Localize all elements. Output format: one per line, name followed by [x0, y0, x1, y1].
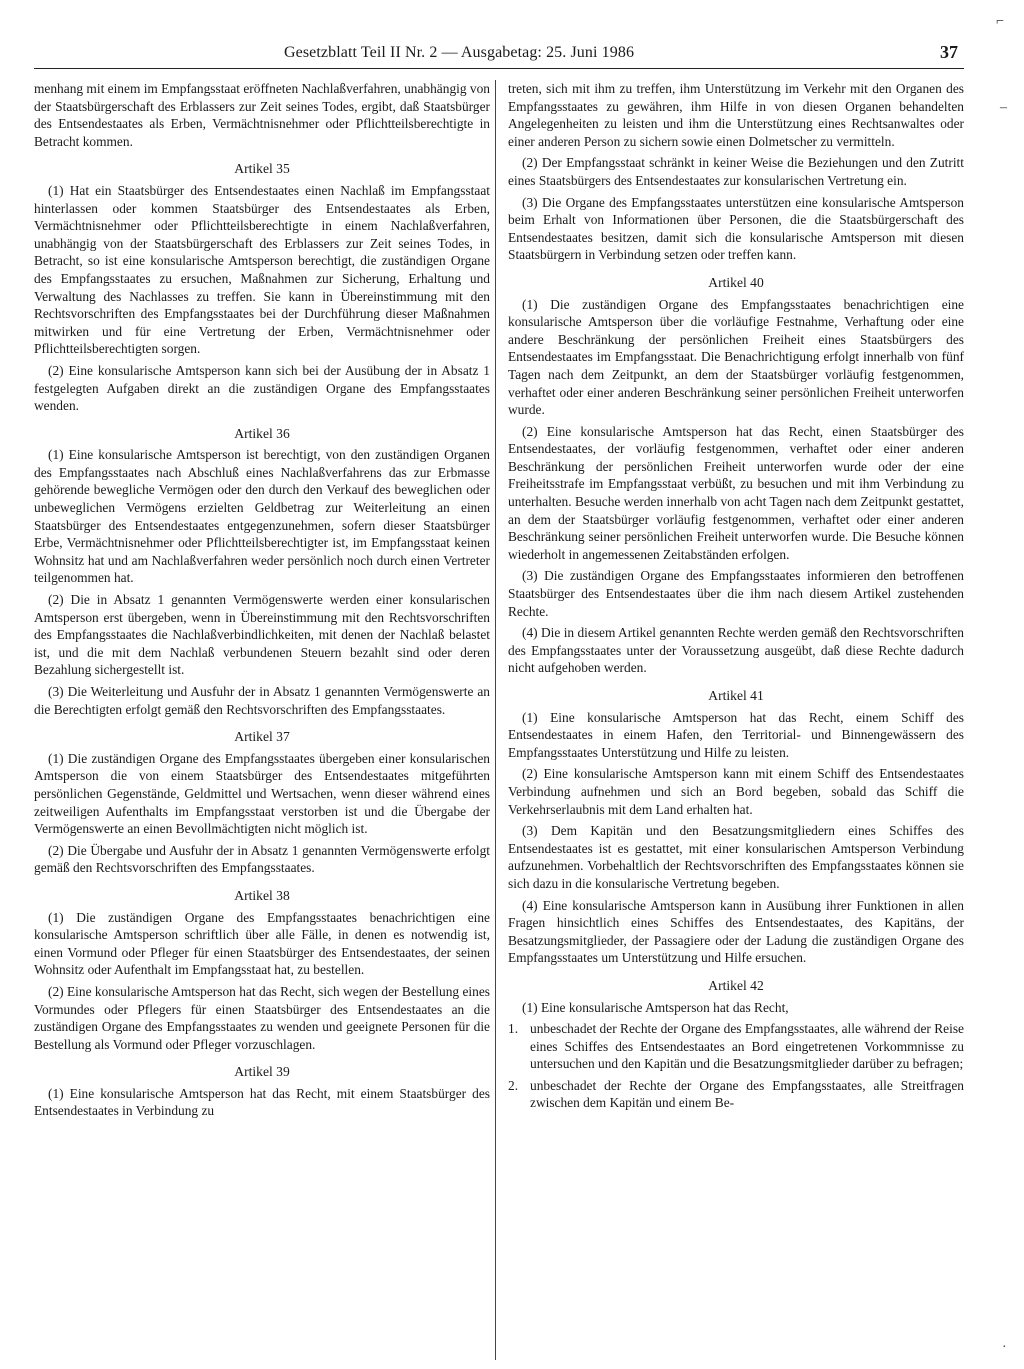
article-39-paragraph-3: (3) Die Organe des Empfangsstaates unterstützen eine konsularische Amtsperson beim Erhalt von Informationen über Personen, die die Staatsbürgerschaft des Entsendestaates besitzen, damit sich die konsularische Amtsperson mit diesen Staatsbürgern in Verbindung setzen oder treffen kann.	[508, 194, 964, 263]
article-36-paragraph-1: (1) Eine konsularische Amtsperson ist berechtigt, von den zuständigen Organen des Empfangsstaates nach Abschluß eines Nachlaßverfahrens das zur Erbmasse gehörende bewegliche Vermögen oder den durch den Verkauf des beweglichen oder unbeweglichen Vermögens erzielten Geldbetrag zur Weiterleitung an einen Staatsbürger des Entsendestaates entgegenzunehmen, sofern dieser Staatsbürger Erbe, Vermächtnisnehmer oder Pflichtteilsberechtigter ist, im Empfangsstaat keinen Wohnsitz hat und am Nachlaßverfahren weder persönlich noch durch einen Vertreter teilgenommen hat.	[34, 447, 490, 586]
margin-scan-mark: ⌐	[996, 14, 1004, 29]
article-35-paragraph-1: (1) Hat ein Staatsbürger des Entsendestaates einen Nachlaß im Empfangsstaat hinterlassen oder kommen Staatsbürger des Entsendestaates als Erben, Vermächtnisnehmer oder Pflichtteilsberechtigte in einem Nachlaßverfahren, unabhängig von der Staatsbürgerschaft des Erblassers zur Zeit seines Todes, in Betracht, so ist eine konsularische Amtsperson berechtigt, die zuständigen Organe des Empfangsstaates zu ersuchen, Maßnahmen zur Sicherung, Erhaltung und Verwaltung des Nachlasses zu treffen. Sie kann in Übereinstimmung mit den Rechtsvorschriften des Empfangsstaates bei der Durchführung dieser Maßnahmen mitwirken und für eine Vertretung der Erben, Vermächtnisnehmer oder Pflichtteilsberechtigten sorgen.	[34, 182, 490, 357]
article-41-paragraph-3: (3) Dem Kapitän und den Besatzungsmitgliedern eines Schiffes des Entsendestaates ist es gestattet, mit einer konsularischen Amtsperson Verbindung aufzunehmen. Vorbehaltlich der Rechtsvorschriften des Empfangsstaates können sie sich dazu in die konsularische Vertretung begeben.	[508, 823, 964, 891]
left-column	[34, 80, 490, 1124]
article-35-heading: Artikel 35	[234, 161, 290, 177]
article-37-paragraph-1: (1) Die zuständigen Organe des Empfangsstaates übergeben einer konsularischen Amtsperson die von einem Staatsbürger des Entsendestaates mitgeführten persönlichen Gegenstände, Geldmittel und Wertsachen, wenn dieser während eines zeitweiligen Aufenthalts im Empfangsstaat verstorben ist und die Übergabe der Vermögenswerte an einen Bevollmächtigten nicht möglich ist.	[34, 750, 490, 837]
margin-scan-mark: ·	[1002, 1340, 1007, 1355]
article-42-paragraph-1: (1) Eine konsularische Amtsperson hat das Recht,	[522, 999, 789, 1015]
article-36-heading: Artikel 36	[234, 425, 290, 441]
article-38-heading: Artikel 38	[234, 887, 290, 903]
article-41-paragraph-4: (4) Eine konsularische Amtsperson kann in Ausübung ihrer Funktionen in allen Fragen hinsichtlich eines Schiffes des Entsendestaates, des Kapitäns, der Besatzungsmitglieder, der Passagiere oder der Ladung die zuständigen Organe des Empfangsstaates um Unterstützung und Hilfe ersuchen.	[508, 897, 964, 966]
article-37-paragraph-2: (2) Die Übergabe und Ausfuhr der in Absatz 1 genannten Vermögenswerte erfolgt gemäß den Rechtsvorschriften des Empfangsstaates.	[34, 842, 490, 876]
article-38-paragraph-1: (1) Die zuständigen Organe des Empfangsstaates benachrichtigen eine konsularische Amtsperson schriftlich über alle Fälle, in denen es notwendig ist, einen Vormund oder Pfleger für einen Staatsbürger des Entsendestaates, der seinen Wohnsitz oder Aufenthalt im Empfangsstaat hat, zu bestellen.	[34, 909, 490, 978]
article-40-paragraph-2: (2) Eine konsularische Amtsperson hat das Recht, einen Staatsbürger des Entsendestaates, der vorläufig festgenommen, verhaftet oder einer anderen Beschränkung der persönlichen Freiheit unterworfen wurde oder der eine Freiheitsstrafe im Empfangsstaat verbüßt, zu besuchen und mit ihm Verbindung zu unterhalten. Besuche werden innerhalb von acht Tagen nach dem Zeitpunkt gestattet, an dem der Staatsbürger vorläufig festgenommen, verhaftet oder einer anderen Beschränkung seiner persönlichen Freiheit unterworfen wurde. Die Besuche können wiederholt in angemessenen Zeitabständen erfolgen.	[508, 423, 964, 562]
list-item-number: 1.	[508, 1021, 519, 1037]
list-item	[508, 1077, 964, 1112]
intro-paragraph: menhang mit einem im Empfangsstaat eröffneten Nachlaßverfahren, unabhängig von der Staatsbürgerschaft des Erblassers zur Zeit seines Todes, ergibt, daß Staatsbürger des Entsendestaates als Erben, Vermächtnisnehmer oder Pflichtteilsberechtigte in Betracht kommen.	[34, 81, 490, 149]
article-39-paragraph-2: (2) Der Empfangsstaat schränkt in keiner Weise die Beziehungen und den Zutritt eines Staatsbürgers des Entsendestaates zur konsularischen Vertretung ein.	[508, 155, 964, 188]
article-39-heading: Artikel 39	[234, 1064, 290, 1080]
list-item-number: 2.	[508, 1077, 519, 1093]
article-37-heading: Artikel 37	[234, 729, 290, 745]
article-36-paragraph-3: (3) Die Weiterleitung und Ausfuhr der in Absatz 1 genannten Vermögenswerte an die Berechtigten erfolgt gemäß den Rechtsvorschriften des Empfangsstaates.	[34, 684, 490, 717]
article-41-paragraph-1: (1) Eine konsularische Amtsperson hat das Recht, einem Schiff des Entsendestaates in einem Hafen, den Territorial- und Binnengewässern des Empfangsstaates Unterstützung und Hilfe zu leisten.	[508, 709, 964, 760]
article-40-paragraph-4: (4) Die in diesem Artikel genannten Rechte werden gemäß den Rechtsvorschriften des Empfangsstaates unter der Voraussetzung ausgeübt, daß diese Rechte dadurch nicht aufgehoben werden.	[508, 625, 964, 676]
article-39-paragraph-1: (1) Eine konsularische Amtsperson hat das Recht, mit einem Staatsbürger des Entsendestaates in Verbindung zu	[34, 1085, 490, 1119]
article-40-heading: Artikel 40	[708, 274, 764, 290]
header-title: Gesetzblatt Teil II Nr. 2 — Ausgabetag: 25. Juni 1986	[284, 44, 635, 61]
article-42-item-list	[508, 1020, 964, 1112]
list-item-text: unbeschadet der Rechte der Organe des Empfangsstaates, alle während der Reise eines Schiffes des Entsendestaates an Bord eingetretenen Vorkommnisse zu untersuchen und den Kapitän und die Besatzungsmitglieder darüber zu befragen;	[530, 1021, 964, 1072]
article-42-heading: Artikel 42	[708, 977, 764, 993]
column-divider	[495, 80, 496, 1360]
article-35-paragraph-2: (2) Eine konsularische Amtsperson kann sich bei der Ausübung der in Absatz 1 festgelegten Aufgaben direkt an die zuständigen Organe des Empfangsstaates wenden.	[34, 362, 490, 414]
article-40-paragraph-3: (3) Die zuständigen Organe des Empfangsstaates informieren den betroffenen Staatsbürger des Entsendestaates über die ihm nach diesem Artikel zustehenden Rechte.	[508, 568, 964, 619]
page-number: 37	[940, 42, 958, 62]
list-item-text: unbeschadet der Rechte der Organe des Empfangsstaates, alle Streitfragen zwischen dem Kapitän und einem Be-	[530, 1077, 964, 1111]
article-41-heading: Artikel 41	[708, 688, 764, 703]
right-column	[508, 80, 964, 1116]
article-36-paragraph-2: (2) Die in Absatz 1 genannten Vermögenswerte werden einer konsularischen Amtsperson erst übergeben, wenn in Übereinstimmung mit den Rechtsvorschriften des Empfangsstaates die Nachlaßverbindlichkeiten, mit denen der Nachlaß belastet ist, und die mit dem Nachlaß verbundenen Steuern bezahlt sind oder deren Bezahlung sichergestellt ist.	[34, 592, 490, 678]
page-header	[34, 40, 964, 69]
list-item	[508, 1020, 964, 1073]
article-38-paragraph-2: (2) Eine konsularische Amtsperson hat das Recht, sich wegen der Bestellung eines Vormundes oder Pflegers für einen Staatsbürger des Entsendestaates an die zuständigen Organe des Empfangsstaates zu wenden und geeignete Personen für die Bestellung als Vormund oder Pfleger vorzuschlagen.	[34, 983, 490, 1052]
margin-scan-mark: –	[1000, 100, 1007, 115]
article-40-paragraph-1: (1) Die zuständigen Organe des Empfangsstaates benachrichtigen eine konsularische Amtsperson über die vorläufige Festnahme, Verhaftung oder eine andere Beschränkung der persönlichen Freiheit eines Staatsbürgers des Entsendestaates im Empfangsstaat. Die Benachrichtigung erfolgt innerhalb von fünf Tagen nach dem Zeitpunkt, an dem der Staatsbürger vorläufig festgenommen, verhaftet oder einer anderen Beschränkung seiner persönlichen Freiheit unterworfen wurde.	[508, 296, 964, 418]
article-41-paragraph-2: (2) Eine konsularische Amtsperson kann mit einem Schiff des Entsendestaates Verbindung aufnehmen und sich an Bord begeben, sobald das Schiff die Verkehrserlaubnis mit dem Land erhalten hat.	[508, 766, 964, 817]
article-39-continuation: treten, sich mit ihm zu treffen, ihm Unterstützung im Verkehr mit den Organen des Empfangsstaates zu gewähren, ihm Hilfe in von diesen Organen behandelten Angelegenheiten zu leisten und ihm die Unterstützung eines Rechtsanwaltes oder einer anderen Person zu sichern sowie einen Dolmetscher zu vermitteln.	[508, 81, 964, 149]
